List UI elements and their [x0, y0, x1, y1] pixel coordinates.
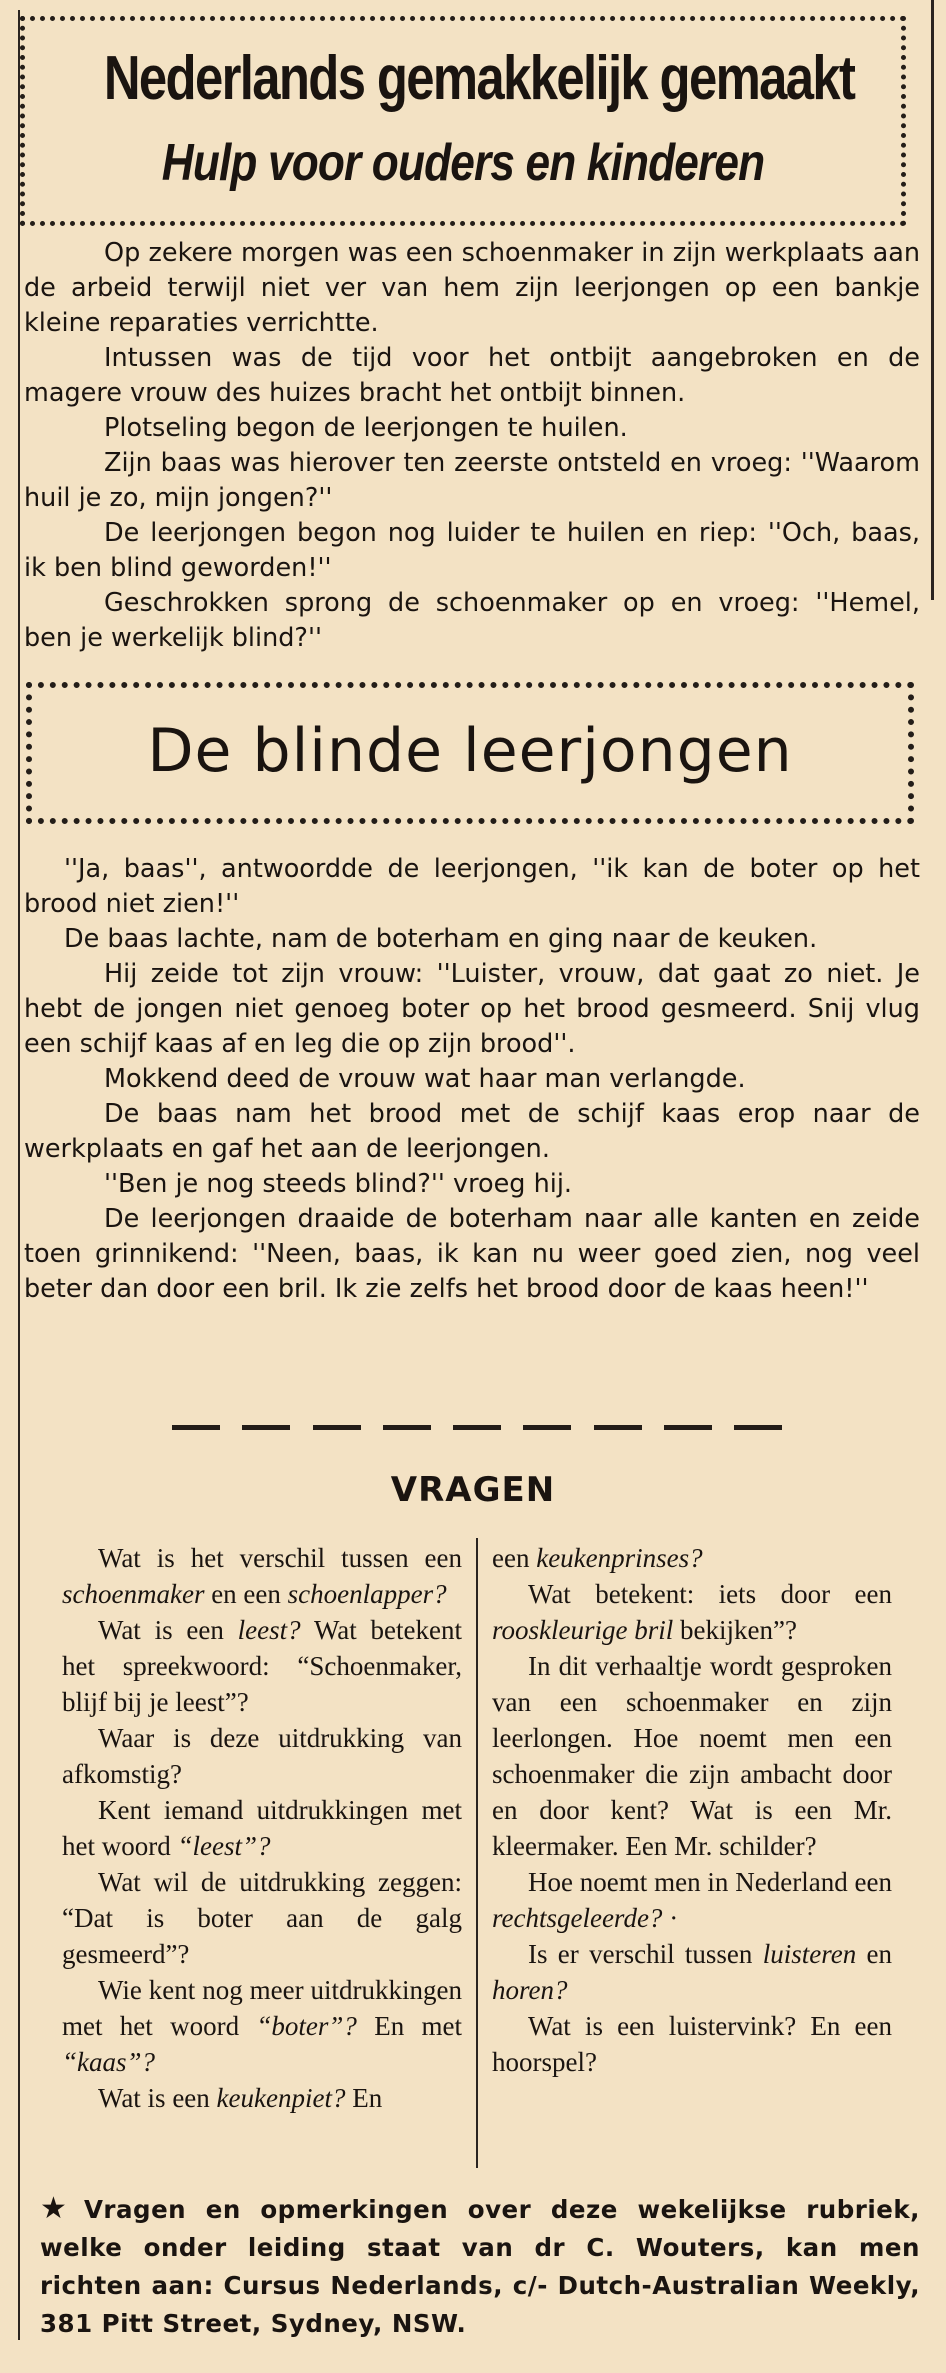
questions-left-column: [62, 1540, 462, 2116]
intro-paragraph: De leerjongen begon nog luider te huilen en riep: ''Och, baas, ik ben blind geworden!'': [24, 518, 920, 583]
column-rule-left: [18, 10, 20, 2340]
story-paragraph: De baas nam het brood met de schijf kaas erop naar de werkplaats en gaf het aan de leerjongen.: [24, 1099, 920, 1164]
story-paragraph: Mokkend deed de vrouw wat haar man verlangde.: [104, 1064, 746, 1094]
column-divider: [476, 1538, 478, 2168]
italic-term: rechtsgeleerde?: [492, 1903, 663, 1933]
header-box: [20, 16, 906, 226]
story-paragraph: ''Ja, baas'', antwoordde de leerjongen, ''ik kan de boter op het brood niet zien!'': [24, 854, 920, 919]
question-item: een keukenprinses?: [492, 1543, 703, 1573]
page-title: Nederlands gemakkelijk gemaakt: [103, 44, 855, 113]
italic-term: schoenlapper?: [287, 1579, 447, 1609]
story-text: [24, 852, 920, 1307]
question-item: In dit verhaaltje wordt gesproken van een schoenmaker en zijn leerlongen. Hoe noemt men een schoenmaker die zijn ambacht door en door kent? Wat is een Mr. kleermaker. Een Mr. schilder?: [492, 1651, 892, 1861]
question-item: Is er verschil tussen luisteren en horen?: [492, 1939, 892, 2005]
section-separator: [172, 1425, 782, 1431]
story-paragraph: De baas lachte, nam de boterham en ging naar de keuken.: [64, 924, 818, 954]
intro-paragraph: Intussen was de tijd voor het ontbijt aangebroken en de magere vrouw des huizes bracht het ontbijt binnen.: [24, 343, 920, 408]
question-item: Wat wil de uitdrukking zeggen: “Dat is boter aan de galg gesmeerd”?: [62, 1867, 462, 1969]
question-item: Wat betekent: iets door een rooskleurige bril bekijken”?: [492, 1579, 892, 1645]
italic-term: “leest”?: [177, 1831, 271, 1861]
story-paragraph: De leerjongen draaide de boterham naar alle kanten en zeide toen grinnikend: ''Neen, baas, ik kan nu weer goed zien, nog veel beter dan door een bril. Ik zie zelfs het brood door de kaas heen!'': [24, 1204, 920, 1304]
questions-heading: VRAGEN: [390, 1470, 556, 1510]
intro-paragraph: Geschrokken sprong de schoenmaker op en vroeg: ''Hemel, ben je werkelijk blind?'': [24, 588, 920, 653]
story-paragraph: ''Ben je nog steeds blind?'' vroeg hij.: [104, 1169, 573, 1199]
italic-term: “kaas”?: [62, 2047, 156, 2077]
italic-term: keukenpiet?: [216, 2083, 346, 2113]
question-item: Waar is deze uitdrukking van afkomstig?: [62, 1723, 462, 1789]
question-item: Wat is een keukenpiet? En: [98, 2083, 383, 2113]
footer-note: [40, 2190, 920, 2343]
questions-right-column: [492, 1540, 892, 2080]
page-subtitle: Hulp voor ouders en kinderen: [161, 134, 765, 192]
question-item: Kent iemand uitdrukkingen met het woord “leest”?: [62, 1795, 462, 1861]
italic-term: horen?: [492, 1975, 568, 2005]
intro-paragraph: Op zekere morgen was een schoenmaker in zijn werkplaats aan de arbeid terwijl niet ver van hem zijn leerjongen op een bankje kleine reparaties verrichtte.: [24, 238, 920, 338]
italic-term: keukenprinses?: [536, 1543, 703, 1573]
intro-text: [24, 236, 920, 656]
footer-text: Vragen en opmerkingen over deze wekelijkse rubriek, welke onder leiding staat van dr C. Wouters, kan men richten aan: Cursus Nederlands, c/- Dutch-Australian Weekly, 381 Pitt Street, Sydney, NSW.: [40, 2195, 920, 2338]
story-title: De blinde leerjongen: [147, 716, 793, 786]
italic-term: luisteren: [762, 1939, 857, 1969]
italic-term: “boter”?: [256, 2011, 357, 2041]
italic-term: rooskleurige bril: [492, 1615, 674, 1645]
question-item: Hoe noemt men in Nederland een rechtsgeleerde? ·: [492, 1867, 892, 1933]
question-item: Wat is het verschil tussen een schoenmaker en een schoenlapper?: [62, 1543, 462, 1609]
story-title-box: [26, 682, 914, 824]
intro-paragraph: Zijn baas was hierover ten zeerste ontsteld en vroeg: ''Waarom huil je zo, mijn jongen?'': [24, 448, 920, 513]
story-paragraph: Hij zeide tot zijn vrouw: ''Luister, vrouw, dat gaat zo niet. Je hebt de jongen niet genoeg boter op het brood gesmeerd. Snij vlug een schijf kaas af en leg die op zijn brood''.: [24, 959, 920, 1059]
intro-paragraph: Plotseling begon de leerjongen te huilen.: [104, 413, 628, 443]
italic-term: leest?: [237, 1615, 301, 1645]
star-icon: ★: [40, 2191, 78, 2226]
question-item: Wie kent nog meer uitdrukkingen met het woord “boter”? En met “kaas”?: [62, 1975, 462, 2077]
italic-term: schoenmaker: [62, 1579, 205, 1609]
column-rule-right: [931, 0, 934, 600]
question-item: Wat is een luistervink? En een hoorspel?: [492, 2011, 892, 2077]
question-item: Wat is een leest? Wat betekent het spreekwoord: “Schoenmaker, blijf bij je leest”?: [62, 1615, 462, 1717]
